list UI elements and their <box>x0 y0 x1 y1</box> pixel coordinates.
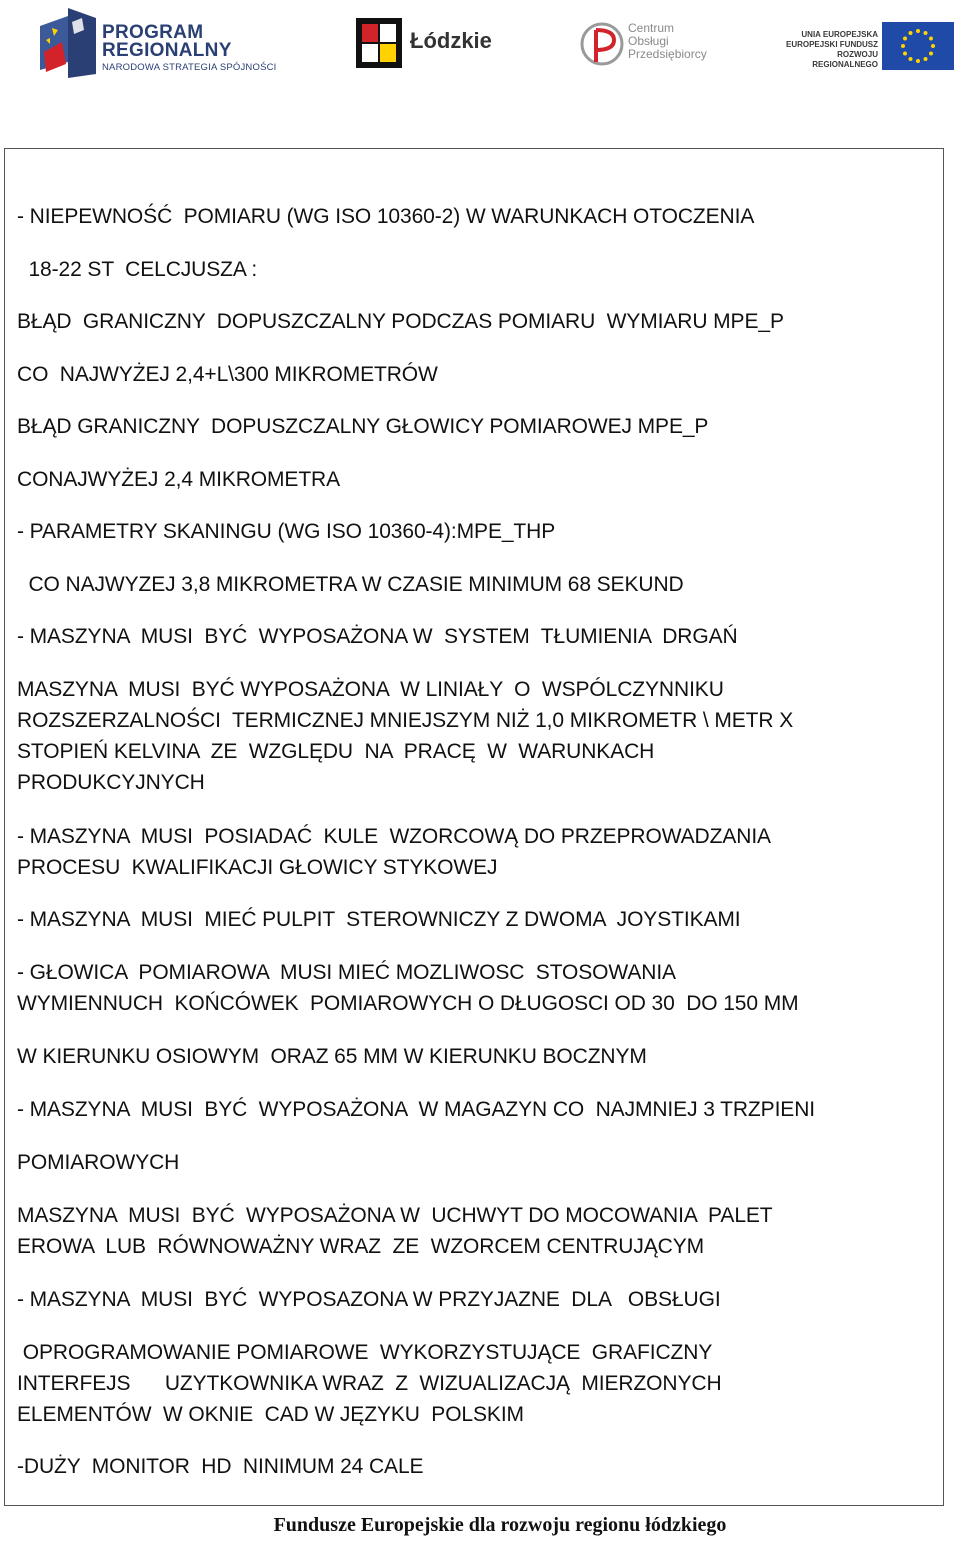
spec-line: -DUŻY MONITOR HD NINIMUM 24 CALE <box>17 1455 424 1478</box>
eu-logo <box>772 22 954 70</box>
spec-paragraph <box>17 1200 773 1262</box>
spec-paragraph <box>17 674 793 798</box>
spec-line: CO NAJWYZEJ 3,8 MIKROMETRA W CZASIE MINIMUM 68 SEKUND <box>17 573 684 596</box>
lodzkie-name: Łódzkie <box>410 28 492 53</box>
spec-paragraph <box>17 621 738 652</box>
cop-logo <box>580 16 707 72</box>
spec-paragraph <box>17 201 754 232</box>
spec-line: BŁĄD GRANICZNY DOPUSZCZALNY GŁOWICY POMIAROWEJ MPE_P <box>17 415 709 438</box>
lodzkie-logo <box>356 18 492 68</box>
spec-line: BŁĄD GRANICZNY DOPUSZCZALNY PODCZAS POMIARU WYMIARU MPE_P <box>17 310 784 333</box>
spec-paragraph <box>17 1147 179 1178</box>
spec-paragraph <box>17 254 257 285</box>
spec-paragraph <box>17 569 684 600</box>
eu-flag-icon <box>882 22 954 70</box>
eu-line2: EUROPEJSKI FUNDUSZ <box>785 40 878 49</box>
spec-line: STOPIEŃ KELVINA ZE WZGLĘDU NA PRACĘ W WARUNKACH <box>17 740 655 763</box>
spec-paragraph <box>17 306 784 337</box>
specification-box <box>4 148 944 1506</box>
spec-line: - MASZYNA MUSI BYĆ WYPOSAŻONA W MAGAZYN CO NAJMNIEJ 3 TRZPIENI <box>17 1098 816 1121</box>
program-regionalny-logo <box>38 6 278 78</box>
spec-line: - MASZYNA MUSI MIEĆ PULPIT STEROWNICZY Z DWOMA JOYSTIKAMI <box>17 908 741 931</box>
eu-star-icon <box>924 31 928 35</box>
spec-line: PRODUKCYJNYCH <box>17 771 205 794</box>
program-title-line1: PROGRAM <box>102 22 204 43</box>
eu-star-icon <box>909 31 913 35</box>
spec-line: MASZYNA MUSI BYĆ WYPOSAŻONA W UCHWYT DO MOCOWANIA PALET <box>17 1204 773 1227</box>
spec-line: CO NAJWYŻEJ 2,4+L\300 MIKROMETRÓW <box>17 363 438 386</box>
spec-line: WYMIENNUCH KOŃCÓWEK POMIAROWYCH O DŁUGOSCI OD 30 DO 150 MM <box>17 992 799 1015</box>
spec-paragraph <box>17 821 771 883</box>
footer-text: Fundusze Europejskie dla rozwoju regionu łódzkiego <box>273 1514 727 1536</box>
spec-line: INTERFEJS UZYTKOWNIKA WRAZ Z WIZUALIZACJĄ MIERZONYCH <box>17 1372 722 1395</box>
spec-paragraph <box>17 1284 721 1315</box>
spec-line: - MASZYNA MUSI POSIADAĆ KULE WZORCOWĄ DO PRZEPROWADZANIA <box>17 825 771 848</box>
cop-line3: Przedsiębiorcy <box>628 47 707 61</box>
eu-star-icon <box>901 44 905 48</box>
spec-paragraph <box>17 359 438 390</box>
spec-paragraph <box>17 411 708 442</box>
eu-star-icon <box>929 37 933 41</box>
spec-line: MASZYNA MUSI BYĆ WYPOSAŻONA W LINIAŁY O WSPÓLCZYNNIKU <box>17 678 724 701</box>
page-header <box>0 0 960 90</box>
spec-line: 18-22 ST CELCJUSZA : <box>17 258 258 281</box>
cop-line2: Obsługi <box>628 34 669 48</box>
spec-line: EROWA LUB RÓWNOWAŻNY WRAZ ZE WZORCEM CENTRUJĄCYM <box>17 1235 705 1258</box>
spec-line: - PARAMETRY SKANINGU (WG ISO 10360-4):MPE_THP <box>17 520 556 543</box>
spec-line: W KIERUNKU OSIOWYM ORAZ 65 MM W KIERUNKU BOCZNYM <box>17 1045 647 1068</box>
eu-star-icon <box>924 57 928 61</box>
spec-line: - MASZYNA MUSI BYĆ WYPOSAŻONA W SYSTEM TŁUMIENIA DRGAŃ <box>17 625 738 648</box>
spec-line: - NIEPEWNOŚĆ POMIARU (WG ISO 10360-2) W WARUNKACH OTOCZENIA <box>17 205 755 228</box>
spec-line: - MASZYNA MUSI BYĆ WYPOSAZONA W PRZYJAZNE DLA OBSŁUGI <box>17 1288 721 1311</box>
spec-line: PROCESU KWALIFIKACJI GŁOWICY STYKOWEJ <box>17 856 498 879</box>
spec-paragraph <box>17 1451 423 1482</box>
eu-star-icon <box>903 52 907 56</box>
eu-line1: UNIA EUROPEJSKA <box>801 30 878 39</box>
spec-paragraph <box>17 1337 722 1430</box>
cop-line1: Centrum <box>628 21 675 35</box>
spec-paragraph <box>17 1094 815 1125</box>
program-subtitle: NARODOWA STRATEGIA SPÓJNOŚCI <box>102 62 277 73</box>
spec-paragraph <box>17 904 741 935</box>
spec-paragraph <box>17 957 798 1019</box>
spec-line: CONAJWYŻEJ 2,4 MIKROMETRA <box>17 468 341 491</box>
program-regionalny-flag-icon <box>38 6 98 78</box>
eu-star-icon <box>931 44 935 48</box>
eu-star-icon <box>916 29 920 33</box>
program-title-line2: REGIONALNY <box>102 40 232 61</box>
eu-line3: ROZWOJU REGIONALNEGO <box>812 50 878 69</box>
spec-paragraph <box>17 516 555 547</box>
spec-line: - GŁOWICA POMIAROWA MUSI MIEĆ MOZLIWOSC STOSOWANIA <box>17 961 676 984</box>
eu-star-icon <box>909 57 913 61</box>
cop-emblem-icon <box>580 16 624 72</box>
spec-paragraph <box>17 464 340 495</box>
spec-paragraph <box>17 1041 647 1072</box>
eu-star-icon <box>916 59 920 63</box>
spec-line: ROZSZERZALNOŚCI TERMICZNEJ MNIEJSZYM NIŻ 1,0 MIKROMETR \ METR X <box>17 709 794 732</box>
eu-star-icon <box>929 52 933 56</box>
spec-line: POMIAROWYCH <box>17 1151 180 1174</box>
eu-star-icon <box>903 37 907 41</box>
lodzkie-emblem-icon <box>356 18 402 68</box>
spec-line: ELEMENTÓW W OKNIE CAD W JĘZYKU POLSKIM <box>17 1403 524 1426</box>
spec-line: OPROGRAMOWANIE POMIAROWE WYKORZYSTUJĄCE GRAFICZNY <box>17 1341 713 1364</box>
